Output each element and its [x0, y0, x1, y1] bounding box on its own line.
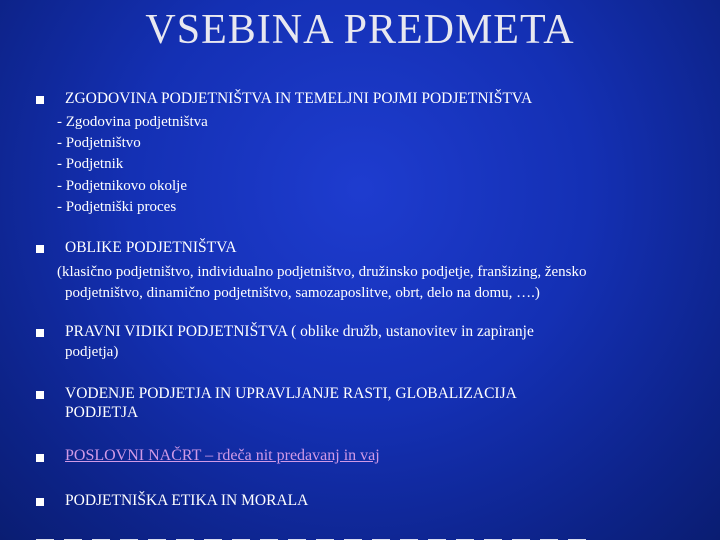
- business-plan-link[interactable]: POSLOVNI NAČRT – rdeča nit predavanj in vaj: [65, 447, 380, 464]
- cut-off-text-line: [36, 532, 636, 540]
- list-item: - Podjetnikovo okolje: [57, 178, 187, 194]
- section-heading-history: ZGODOVINA PODJETNIŠTVA IN TEMELJNI POJMI PODJETNIŠTVA: [65, 90, 533, 107]
- section-heading-ethics: PODJETNIŠKA ETIKA IN MORALA: [65, 492, 309, 509]
- bullet-icon: [36, 245, 44, 253]
- section-heading-management-cont: PODJETJA: [65, 404, 139, 421]
- bullet-icon: [36, 498, 44, 506]
- section-heading-forms: OBLIKE PODJETNIŠTVA: [65, 239, 237, 256]
- section-detail: podjetništvo, dinamično podjetništvo, samozaposlitve, obrt, delo na domu, ….): [65, 285, 540, 301]
- bullet-icon: [36, 454, 44, 462]
- bullet-icon: [36, 96, 44, 104]
- section-detail: (klasično podjetništvo, individualno podjetništvo, družinsko podjetje, franšizing, žensko: [57, 264, 587, 280]
- section-heading-legal: [65, 323, 534, 341]
- list-item: - Podjetniški proces: [57, 199, 177, 215]
- list-item: - Podjetnik: [57, 156, 124, 172]
- section-detail: podjetja): [65, 344, 119, 360]
- list-item: - Podjetništvo: [57, 135, 141, 151]
- section-heading-management: VODENJE PODJETJA IN UPRAVLJANJE RASTI, GLOBALIZACIJA: [65, 385, 517, 402]
- bullet-icon: [36, 329, 44, 337]
- section-heading-text: PRAVNI VIDIKI PODJETNIŠTVA: [65, 323, 288, 340]
- list-item: - Zgodovina podjetništva: [57, 114, 208, 130]
- bullet-icon: [36, 391, 44, 399]
- section-detail: ( oblike družb, ustanovitev in zapiranje: [287, 323, 534, 340]
- slide-title: VSEBINA PREDMETA: [145, 7, 575, 53]
